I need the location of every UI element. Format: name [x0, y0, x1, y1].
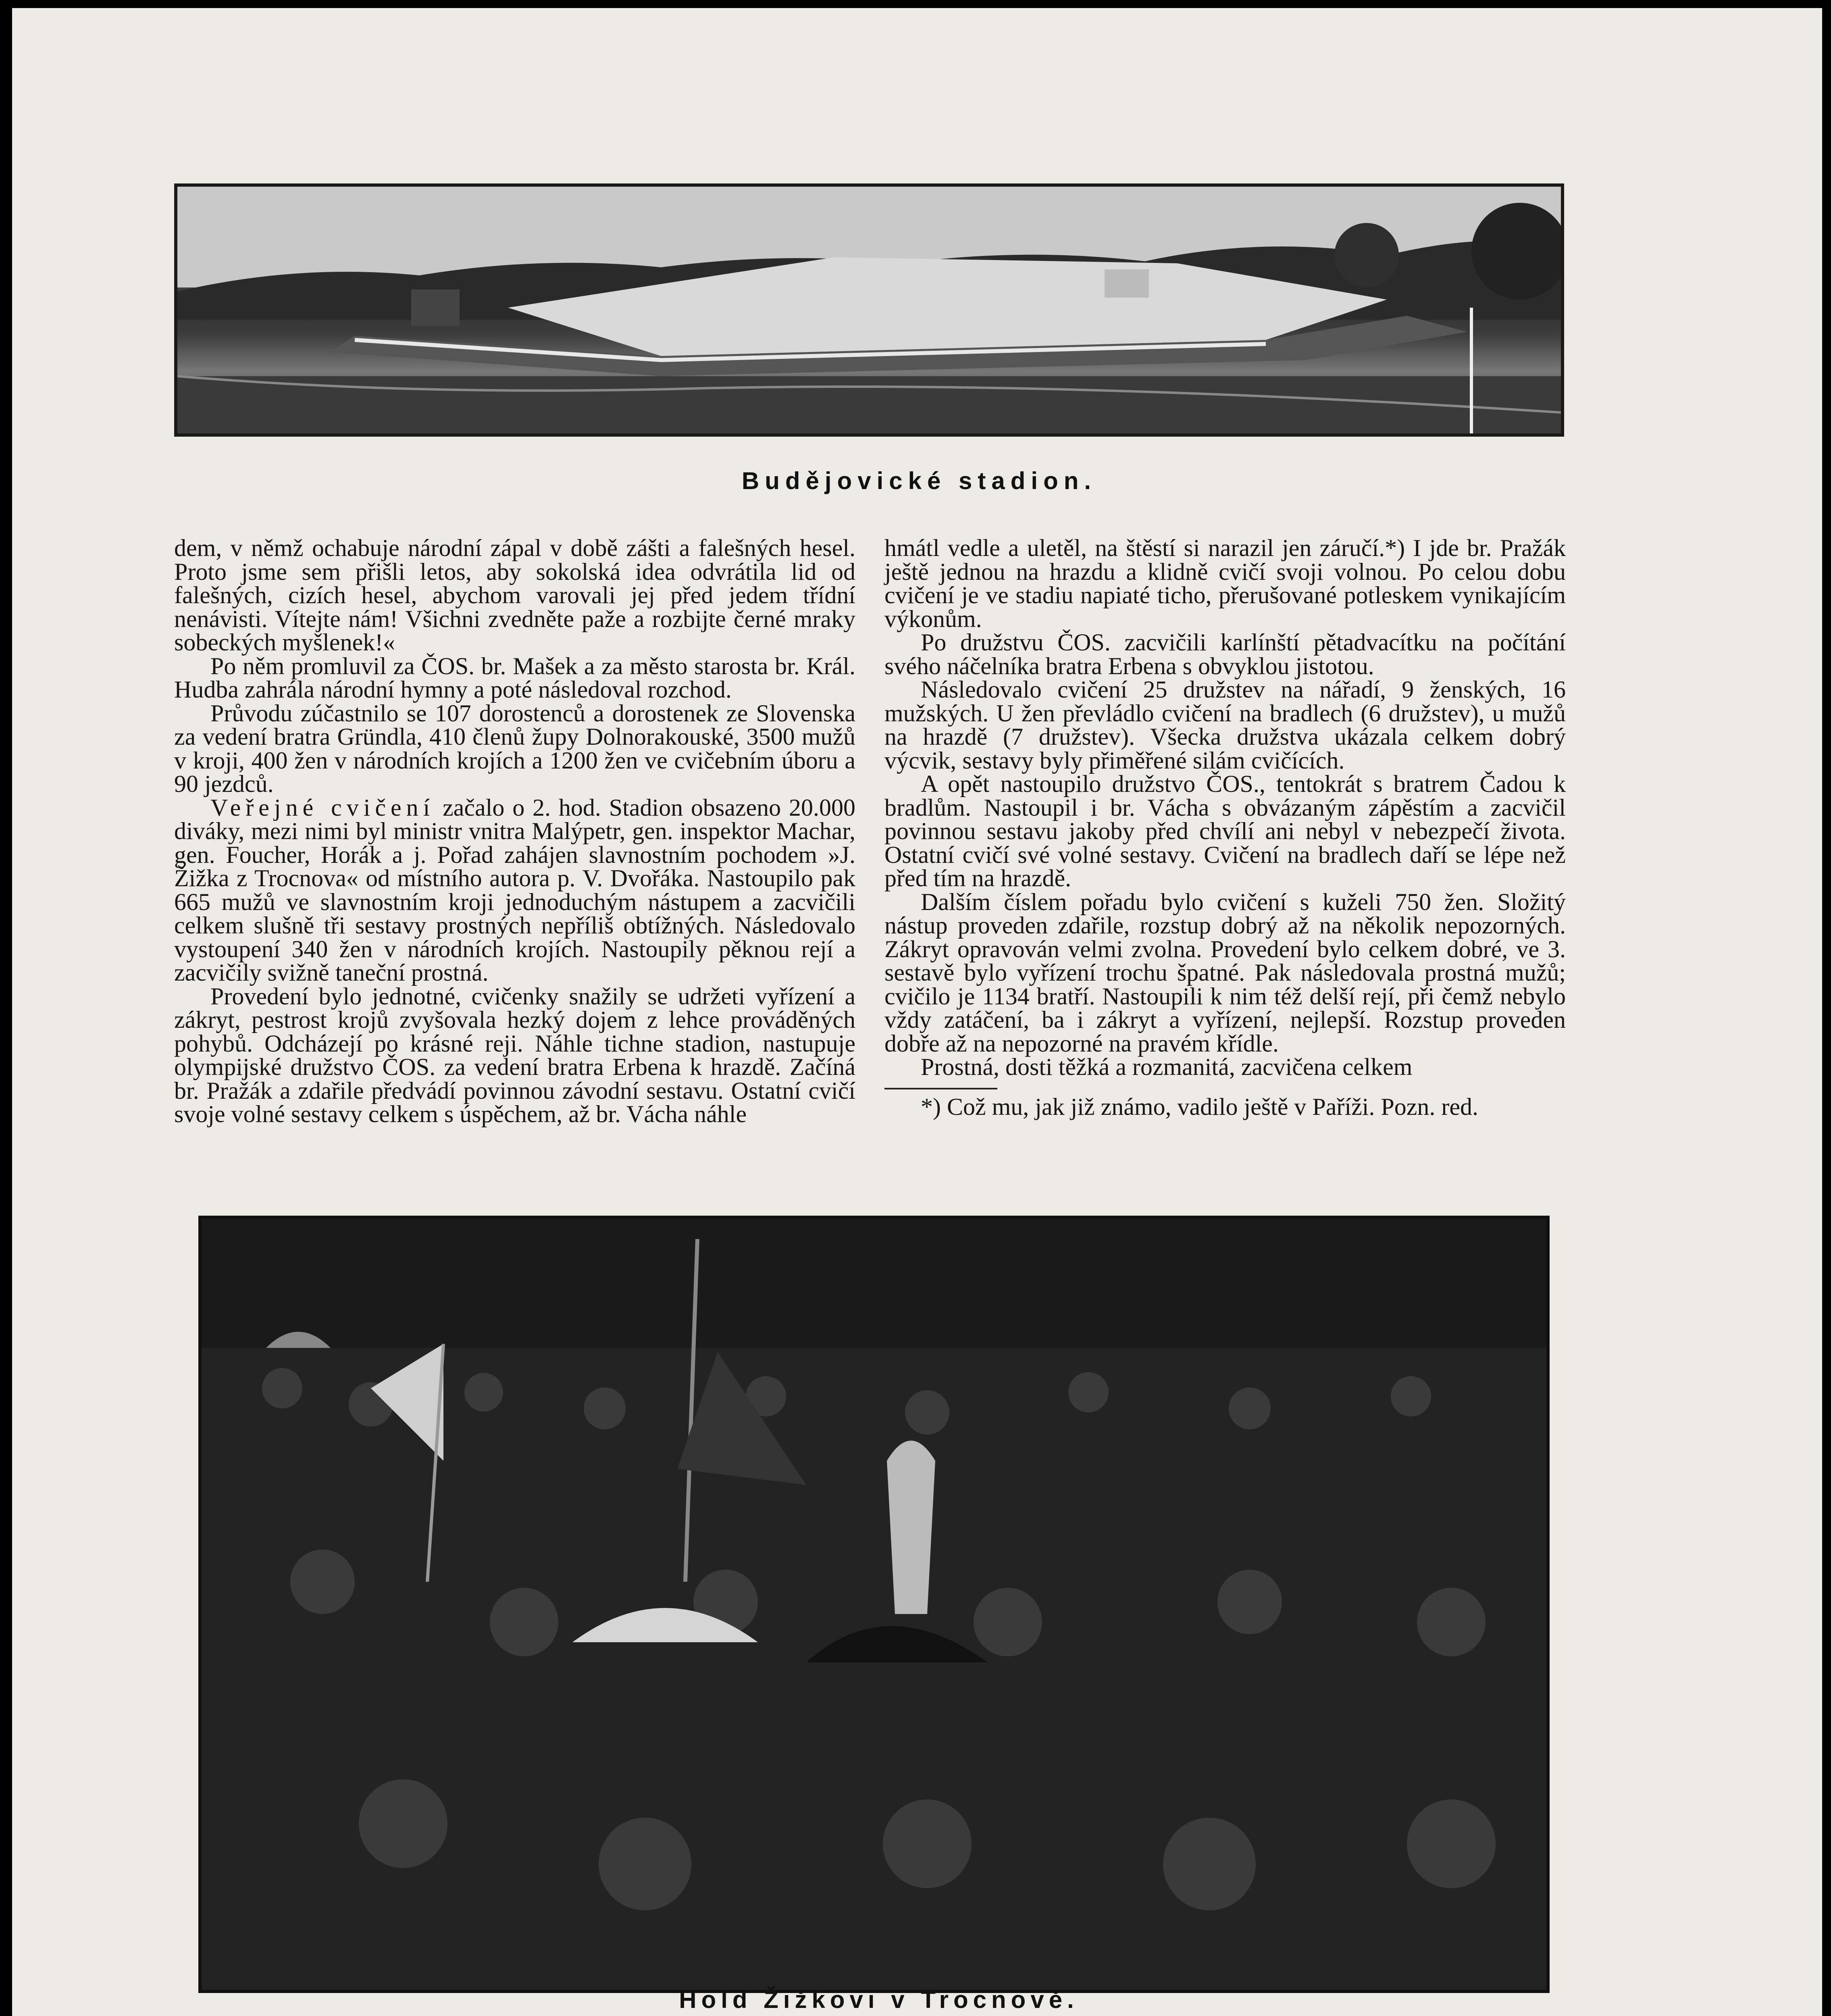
page	[12, 8, 1822, 2016]
stadium-photo	[174, 183, 1564, 437]
left-paragraph-4	[174, 796, 855, 985]
right-paragraph-6: Prostná, dosti těžká a rozmanitá, zacvičena celkem	[921, 1054, 1413, 1080]
right-paragraph-2: Po družstvu ČOS. zacvičili karlínští pětadvacítku na počítání svého náčelníka bratra Erbena s obvyklou jistotou.	[884, 629, 1566, 679]
left-paragraph-5: Provedení bylo jednotné, cvičenky snažily se udržeti vyřízení a zákryt, pestrost krojů zvyšovala hezký dojem z lehce prováděných pohybů. Odcházejí po krásné reji. Náhle tichne stadion, nastupuje olympijské družstvo ČOS. za vedení bratra Erbena k hrazdě. Začíná br. Pražák a zdařile předvádí povinnou závodní sestavu. Ostatní cvičí svoje volné sestavy celkem s úspěchem, až br. Vácha náhle	[174, 983, 855, 1127]
right-paragraph-3: Následovalo cvičení 25 družstev na nářadí, 9 ženských, 16 mužských. U žen převládlo cvičení na bradlech (6 družstev), u mužů na hrazdě (7 družstev). Všecka družstva ukázala celkem dobrý výcvik, sestavy byly přiměřené silám cvičících.	[884, 676, 1566, 774]
spaced-lead: Veřejné cvičení	[210, 794, 435, 821]
caption-crowd: Hold Žižkovi v Trocnově.	[679, 1986, 1079, 2013]
right-column	[884, 536, 1566, 1118]
crowd-photo	[198, 1216, 1550, 1993]
left-paragraph-2: Po něm promluvil za ČOS. br. Mašek a za město starosta br. Král. Hudba zahrála národní hymny a poté následoval rozchod.	[174, 652, 855, 703]
crowd-illustration	[202, 1219, 1546, 1990]
stadium-illustration	[177, 187, 1561, 433]
right-paragraph-1: hmátl vedle a uletěl, na štěstí si narazil jen záručí.*) I jde br. Pražák ještě jednou na hrazdu a klidně cvičí svoji volnou. Po celou dobu cvičení je ve stadiu napiaté ticho, přerušované potleskem vynikajícím výkonům.	[884, 535, 1566, 632]
right-paragraph-5: Dalším číslem pořadu bylo cvičení s kuželi 750 žen. Složitý nástup proveden zdařile, rozstup dobrý až na několik nepozorných. Zákryt opravován velmi zvolna. Provedení bylo celkem dobré, ve 3. sestavě bylo vyřízení trochu špatné. Pak následovala prostná mužů; cvičilo je 1134 bratří. Nastoupili k nim též delší rejí, při čemž nebylo vždy zatáčení, ba i zákryt a vyřízení, nejlepší. Rozstup proveden dobře až na nepozorné na pravém křídle.	[884, 888, 1566, 1057]
caption-stadium: Budějovické stadion.	[741, 467, 1097, 494]
right-paragraph-4: A opět nastoupilo družstvo ČOS., tentokrát s bratrem Čadou k bradlům. Nastoupil i br. Vácha s obvázaným zápěstím a zacvičil povinnou sestavu jakoby před chvílí ani nebyl v nebezpečí života. Ostatní cvičí své volné sestavy. Cvičení na bradlech daří se lépe než před tím na hrazdě.	[884, 771, 1566, 891]
left-column	[174, 536, 855, 1126]
left-paragraph-3: Průvodu zúčastnilo se 107 dorostenců a dorostenek ze Slovenska za vedení bratra Gründla, 410 členů župy Dolnorakouské, 3500 mužů v kroji, 400 žen v národních krojích a 1200 žen ve cvičebním úboru a 90 jezdců.	[174, 700, 855, 797]
footnote-rule	[884, 1088, 997, 1089]
left-paragraph-4-body: začalo o 2. hod. Stadion obsazeno 20.000 diváky, mezi nimi byl ministr vnitra Malýpetr, gen. inspektor Machar, gen. Foucher, Horák a j. Pořad zahájen slavnostním pochodem »J. Žižka z Trocnova« od místního autora p. V. Dvořáka. Nastoupilo pak 665 mužů ve slavnostním kroji jednoduchým nástupem a zacvičili celkem slušně tři sestavy prostných nepříliš obtížných. Následovalo vystoupení 340 žen v národních krojích. Nastoupily pěknou rejí a zacvičily svižně taneční prostná.	[174, 794, 855, 986]
footnote: *) Což mu, jak již známo, vadilo ještě v Paříži. Pozn. red.	[921, 1093, 1478, 1120]
left-paragraph-1: dem, v němž ochabuje národní zápal v době zášti a falešných hesel. Proto jsme sem přišli letos, aby sokolská idea odvrátila lid od falešných, cizích hesel, abychom varovali jej před jedem třídní nenávisti. Vítejte nám! Všichni zvedněte paže a rozbijte černé mraky sobeckých myšlenek!«	[174, 535, 855, 656]
